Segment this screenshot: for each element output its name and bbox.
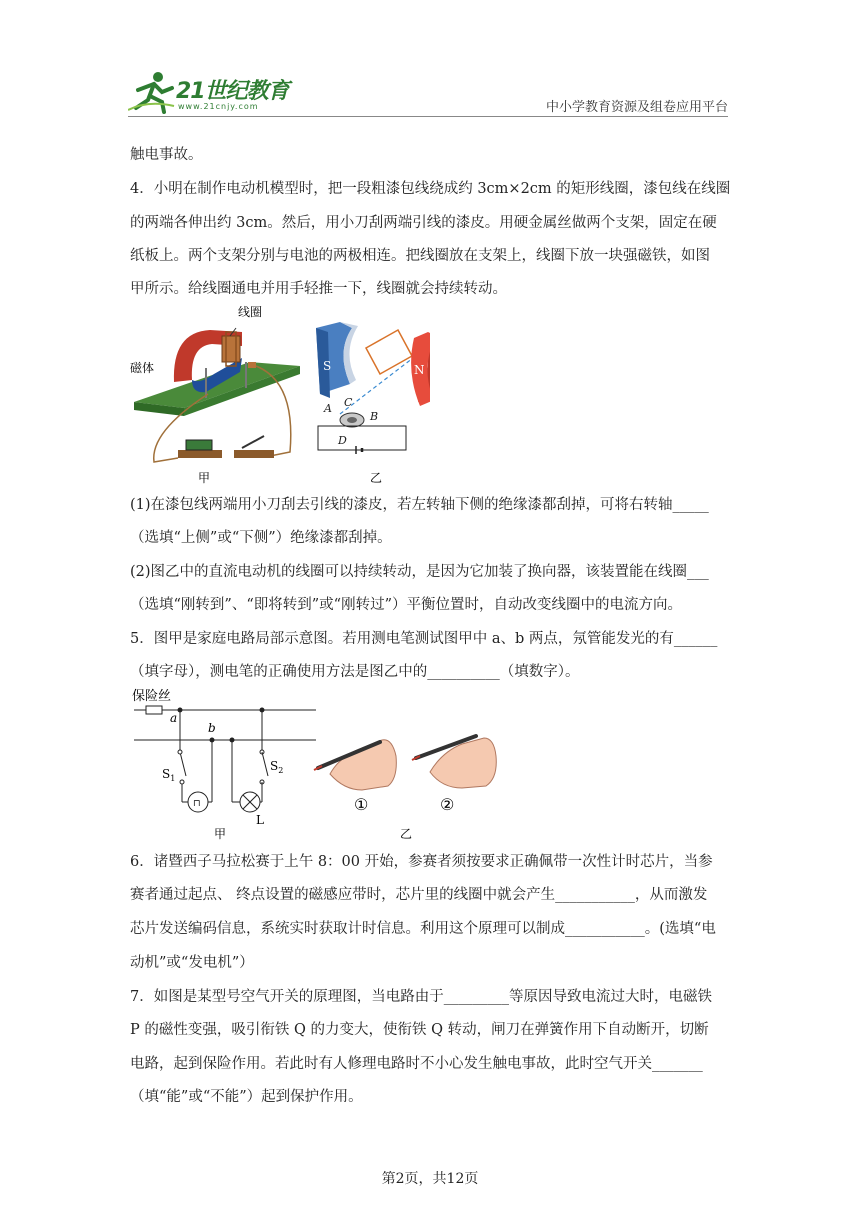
logo-text: 21世纪教育 <box>176 79 289 104</box>
text-line: （选填“上侧”或“下侧”）绝缘漆都刮掉。 <box>130 530 392 546</box>
fig-jia-label: 甲 <box>214 827 227 841</box>
option-2-label: ② <box>440 795 455 814</box>
switch-s2-label: $S_2$ <box>270 759 284 775</box>
text-line: 芯片发送编码信息，系统实时获取计时信息。利用这个原理可以制成___________。(选填“电 <box>130 921 716 937</box>
text-line: 动机”或“发电机”） <box>130 955 254 971</box>
text-line: 7．如图是某型号空气开关的原理图，当电路由于_________等原因导致电流过大时，电磁铁 <box>130 989 712 1005</box>
point-a-label: a <box>170 711 178 725</box>
platform-name: 中小学教育资源及组卷应用平台 <box>545 100 728 115</box>
text-line: 6．诸暨西子马拉松赛于上午 8：00 开始，参赛者须按要求正确佩带一次性计时芯片，当参 <box>130 854 713 870</box>
label-N-pole: N <box>414 363 425 377</box>
text-line: 触电事故。 <box>130 147 203 163</box>
text-line: 5．图甲是家庭电路局部示意图。若用测电笔测试图甲中 a、b 两点，氖管能发光的有______ <box>130 631 718 647</box>
runner-logo-icon <box>128 70 176 114</box>
circuit-diagram <box>130 686 510 842</box>
logo-url: www.21cnjy.com <box>178 102 259 111</box>
label-A: A <box>324 402 332 415</box>
page-header <box>128 70 728 116</box>
lamp-L-label: L <box>256 813 264 827</box>
label-C: C <box>344 396 353 409</box>
text-line: （选填“刚转到”、“即将转到”或“刚转过”）平衡位置时，自动改变线圈中的电流方向。 <box>130 597 682 613</box>
text-line: P 的磁性变强，吸引衔铁 Q 的力变大，使衔铁 Q 转动，闸刀在弹簧作用下自动断开，切断 <box>130 1022 709 1038</box>
page-number: 第2页，共12页 <box>381 1171 479 1187</box>
text-line: 4．小明在制作电动机模型时，把一段粗漆包线绕成约 3cm×2cm 的矩形线圈，漆包线在线圈 <box>130 181 731 197</box>
point-b-label: b <box>208 721 216 735</box>
logo <box>128 70 298 116</box>
text-line: （填“能”或“不能”）起到保护作用。 <box>130 1089 363 1105</box>
fig-jia-label: 甲 <box>198 471 211 484</box>
bell-symbol: ⊓ <box>193 799 201 809</box>
text-line: (1)在漆包线两端用小刀刮去引线的漆皮，若左转轴下侧的绝缘漆都刮掉，可将右转轴_____ <box>130 497 709 513</box>
coil-label: 线圈 <box>238 305 263 319</box>
text-line: 电路，起到保险作用。若此时有人修理电路时不小心发生触电事故，此时空气开关_______ <box>130 1056 703 1072</box>
circuit-figure <box>130 686 510 842</box>
option-1-label: ① <box>354 795 369 814</box>
switch-s1-label: $S_1$ <box>162 767 176 783</box>
header-divider <box>128 116 728 117</box>
motor-diagram <box>130 302 430 484</box>
label-S-pole: S <box>323 359 332 373</box>
label-D: D <box>338 434 347 447</box>
fig-yi-label: 乙 <box>400 827 413 841</box>
magnet-label: 磁体 <box>130 361 155 375</box>
text-line: 甲所示。给线圈通电并用手轻推一下，线圈就会持续转动。 <box>130 281 507 297</box>
text-line: （填字母），测电笔的正确使用方法是图乙中的__________（填数字）。 <box>130 664 580 680</box>
text-line: 纸板上。两个支架分别与电池的两极相连。把线圈放在支架上，线圈下放一块强磁铁，如图 <box>130 248 710 264</box>
text-line: 赛者通过起点、 终点设置的磁感应带时，芯片里的线圈中就会产生___________，从而激发 <box>130 887 708 903</box>
fig-yi-label: 乙 <box>370 471 383 484</box>
text-line: 的两端各伸出约 3cm。然后，用小刀刮两端引线的漆皮。用硬金属丝做两个支架，固定在硬 <box>130 215 717 231</box>
text-line: (2)图乙中的直流电动机的线圈可以持续转动，是因为它加装了换向器，该装置能在线圈___ <box>130 564 709 580</box>
fuse-label: 保险丝 <box>132 689 172 704</box>
motor-figure <box>130 302 430 484</box>
label-B: B <box>370 410 379 423</box>
